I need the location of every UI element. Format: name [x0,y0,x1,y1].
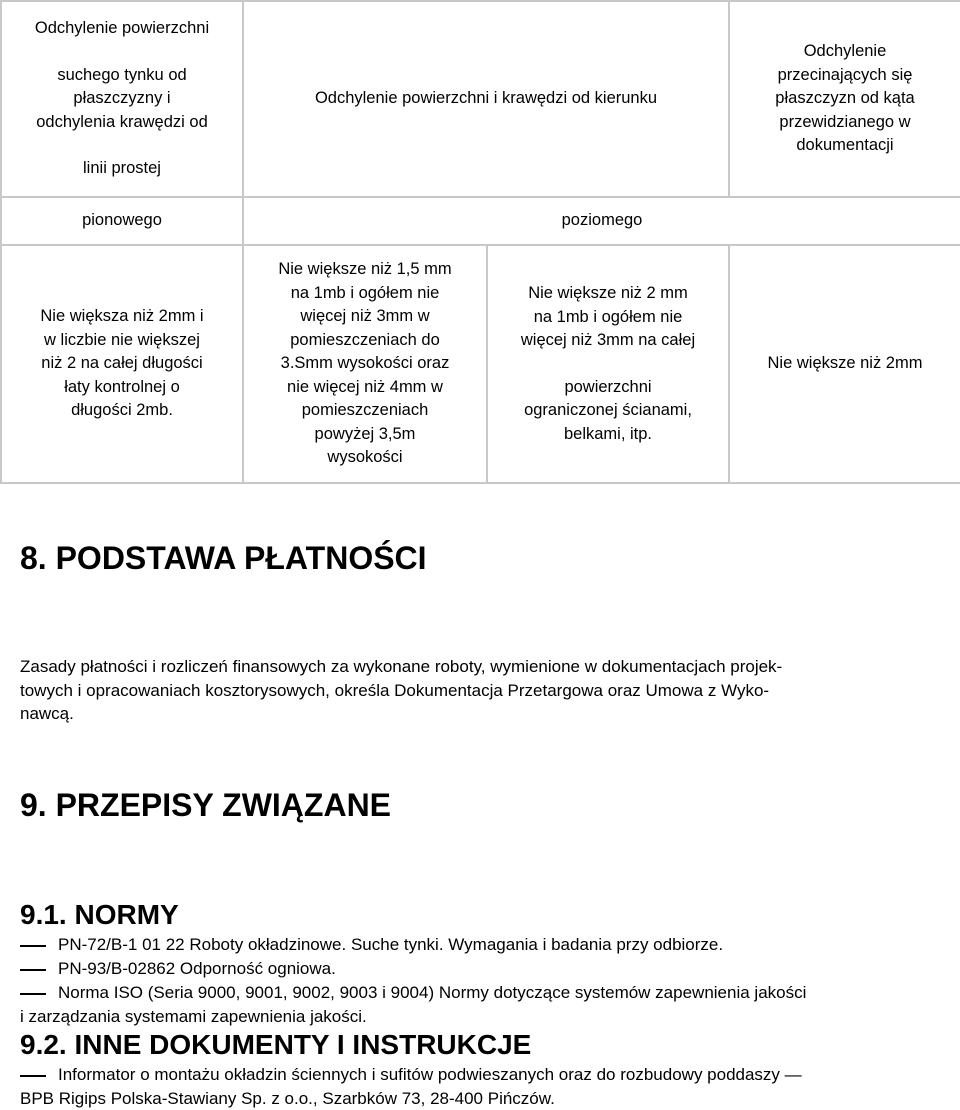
list-item [20,957,945,981]
dash-bullet-icon [20,993,46,995]
header-surface-deviation [1,1,243,197]
cell-line: na 1mb i ogółem nie [248,282,482,306]
cell-line: Nie większe niż 1,5 mm [248,258,482,282]
header-line: linii prostej [6,157,238,181]
header-line: płaszczyzn od kąta [734,87,956,111]
cell-horizontal-limit-rooms [243,245,487,483]
cell-line: łaty kontrolnej o [6,376,238,400]
cell-line: wysokości [248,446,482,470]
header-line: dokumentacji [734,134,956,158]
list-item [20,1063,945,1110]
cell-line: więcej niż 3mm w [248,305,482,329]
cell-line: na 1mb i ogółem nie [492,306,724,330]
list-item-text-continued: i zarządzania systemami zapewnienia jakości. [20,1005,945,1029]
cell-line: więcej niż 3mm na całej [492,329,724,353]
header-direction-deviation [243,1,729,197]
header-line: przecinających się [734,64,956,88]
cell-line: niż 2 na całej długości [6,352,238,376]
paragraph-line: towych i opracowaniach kosztorysowych, określa Dokumentacja Przetargowa oraz Umowa z Wyko- [20,679,940,703]
cell-line: nie więcej niż 4mm w [248,376,482,400]
header-line: płaszczyzny i [6,87,238,111]
section-9-2-title: 9.2. INNE DOKUMENTY I INSTRUKCJE [20,1028,531,1062]
cell-vertical-limit [1,245,243,483]
cell-line: ograniczonej ścianami, [492,399,724,423]
tolerance-table [0,0,960,484]
section-9-title: 9. PRZEPISY ZWIĄZANE [20,785,391,825]
header-angle-deviation [729,1,960,197]
cell-line: pomieszczeniach [248,399,482,423]
list-item [20,981,945,1028]
cell-line: Nie większe niż 2 mm [492,282,724,306]
cell-line: Nie większa niż 2mm i [6,305,238,329]
cell-line: Nie większe niż 2mm [734,352,956,376]
list-item-text-continued: BPB Rigips Polska-Stawiany Sp. z o.o., Szarbków 73, 28-400 Pińczów. [20,1087,945,1110]
dash-bullet-icon [20,969,46,971]
dash-bullet-icon [20,1075,46,1077]
cell-line: długości 2mb. [6,399,238,423]
list-item-text: Norma ISO (Seria 9000, 9001, 9002, 9003 i 9004) Normy dotyczące systemów zapewnienia jakości [58,983,806,1002]
header-line: suchego tynku od [6,64,238,88]
cell-line: powierzchni [492,376,724,400]
header-line: Odchylenie powierzchni [6,17,238,41]
list-item-text: PN-93/B-02862 Odporność ogniowa. [58,959,336,978]
cell-angle-limit [729,245,960,483]
table-subheader-row [1,197,960,245]
section-8-title: 8. PODSTAWA PŁATNOŚCI [20,538,427,578]
header-line: Odchylenie [734,40,956,64]
dash-bullet-icon [20,945,46,947]
list-item-text: Informator o montażu okładzin ściennych i sufitów podwieszanych oraz do rozbudowy poddaszy — [58,1065,802,1084]
paragraph-line: Zasady płatności i rozliczeń finansowych za wykonane roboty, wymienione w dokumentacjach projek- [20,655,940,679]
cell-line: belkami, itp. [492,423,724,447]
cell-line: 3.Smm wysokości oraz [248,352,482,376]
section-9-1-title: 9.1. NORMY [20,898,179,932]
list-item [20,933,945,957]
paragraph-line: nawcą. [20,702,940,726]
header-line: odchylenia krawędzi od [6,111,238,135]
subheader-horizontal: poziomego [243,197,960,245]
header-line: Odchylenie powierzchni i krawędzi od kierunku [248,87,724,111]
cell-line: powyżej 3,5m [248,423,482,447]
cell-line: pomieszczeniach do [248,329,482,353]
header-line: przewidzianego w [734,111,956,135]
cell-horizontal-limit-surface [487,245,729,483]
list-item-text: PN-72/B-1 01 22 Roboty okładzinowe. Suche tynki. Wymagania i badania przy odbiorze. [58,935,723,954]
cell-line: w liczbie nie większej [6,329,238,353]
table-header-row [1,1,960,197]
payment-paragraph [20,655,940,726]
subheader-vertical: pionowego [1,197,243,245]
table-row [1,245,960,483]
